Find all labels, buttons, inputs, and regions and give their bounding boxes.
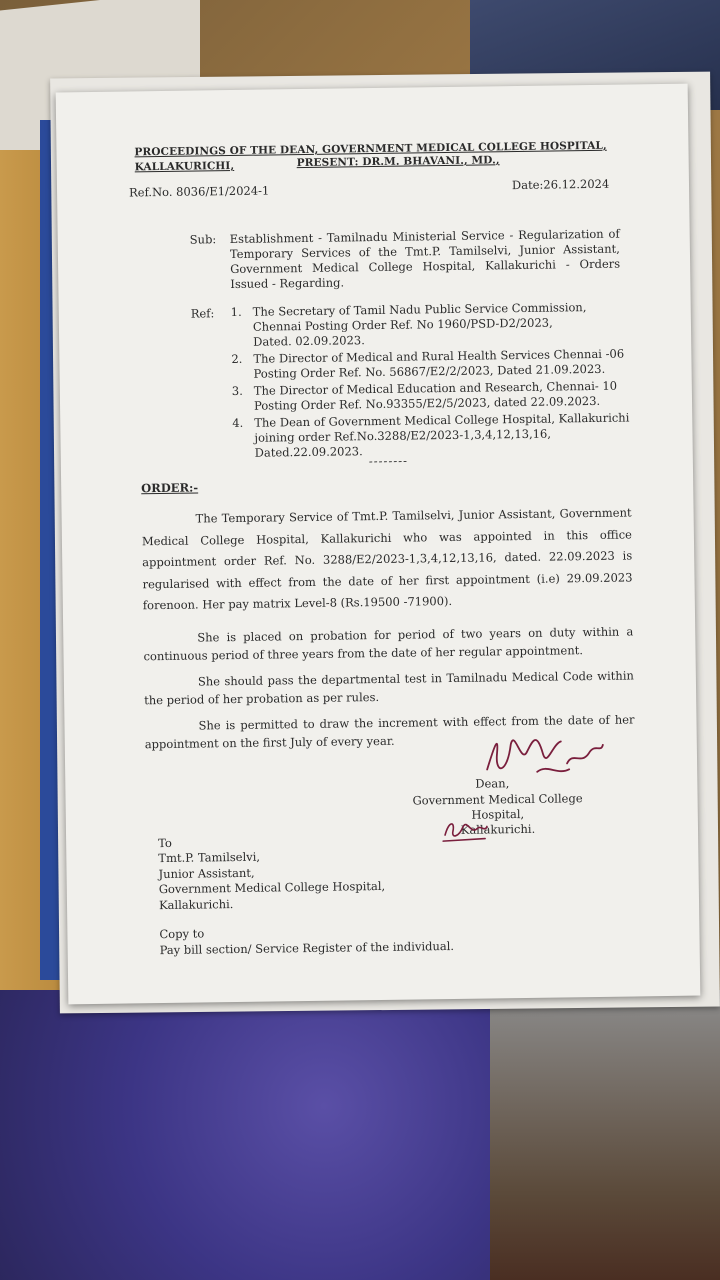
proceedings-document [56,84,701,1005]
header-line-2: PRESENT: DR.M. BHAVANI., MD., [296,154,500,170]
reference-number-2: 2. [231,351,243,367]
reference-line: The Secretary of Tamil Nadu Public Service Commission, [252,300,587,319]
address-line: Junior Assistant, [158,865,255,881]
document-date: Date:26.12.2024 [511,176,610,193]
recipient-address [158,848,385,913]
floor [490,990,720,1280]
reference-number-3: 3. [231,383,243,399]
reference-line: Dated. 02.09.2023. [253,333,365,349]
reference-number: Ref.No. 8036/E1/2024-1 [128,183,270,200]
reference-line: Posting Order Ref. No. 56867/E2/2/2023, Dated 21.09.2023. [253,361,606,381]
reference-item [232,410,633,461]
reference-line: The Director of Medical Education and Research, Chennai- 10 [253,378,618,398]
references-list [231,299,633,461]
reference-line: joining order Ref.No.3288/E2/2023-1,3,4,12,13,16, [254,426,552,445]
reference-line: The Director of Medical and Rural Health Services Chennai -06 [253,346,625,366]
order-heading: ORDER:- [141,480,199,496]
reference-number-1: 1. [230,304,242,320]
copy-to-block [159,923,454,958]
order-paragraph-1: The Temporary Service of Tmt.P. Tamilselvi, Junior Assistant, Government Medical College Hospital, Kallakurichi who was appointed in this office appointment order Ref. No. 3288/E2/2023-1,3,4,12,13,16, dated. 22.09.2023 is regularised with effect from the date of her first appointment (i.e) 29.09.2023 forenoon. Her pay matrix Level-8 (Rs.19500 -71900). [141,505,633,613]
copy-to-label: Copy to [159,926,205,942]
handwritten-initials [441,814,491,843]
address-line: Kallakurichi. [158,896,234,912]
signatory-title: Dean, [475,776,510,791]
order-paragraph-2: She is placed on probation for period of two years on duty within a continuous period of three years from the date of her regular appointment. [143,624,634,664]
reference-number-4: 4. [232,415,244,431]
signatory-line: Kallakurichi. [460,821,536,837]
reference-line: Posting Order Ref. No.93355/E2/5/2023, dated 22.09.2023. [253,393,601,413]
order-paragraph-4: She is permitted to draw the increment with effect from the date of her appointment on the first July of every year. [144,712,635,752]
reference-line: The Dean of Government Medical College Hospital, Kallakurichi [254,410,630,430]
reference-item [232,378,632,414]
copy-to-text: Pay bill section/ Service Register of the individual. [159,938,455,957]
order-paragraph-3: She should pass the departmental test in Tamilnadu Medical Code within the period of her probation as per rules. [144,668,634,708]
header-line-1: PROCEEDINGS OF THE DEAN, GOVERNMENT MEDICAL COLLEGE HOSPITAL, KALLAKURICHI, [134,139,607,174]
to-label: To [158,835,172,851]
signatory-block [392,791,603,839]
address-line: Government Medical College Hospital, [158,878,386,897]
subject-label: Sub: [189,232,217,247]
references-label: Ref: [190,306,215,321]
reference-line: Dated.22.09.2023. [254,444,363,460]
separator: -------- [368,453,409,469]
reference-item [231,346,631,382]
address-line: Tmt.P. Tamilselvi, [158,849,261,866]
subject-text: Establishment - Tamilnadu Ministerial Service - Regularization of Temporary Services of the Tmt.P. Tamilselvi, Junior Assistant, Government Medical College Hospital, Kallakurichi - Orders Issued - Regarding. [229,226,621,292]
handwritten-signature [477,723,608,780]
signatory-line: Government Medical College Hospital, [412,791,583,822]
reference-line: Chennai Posting Order Ref. No 1960/PSD-D2/2023, [252,315,553,334]
reference-item [231,299,632,350]
